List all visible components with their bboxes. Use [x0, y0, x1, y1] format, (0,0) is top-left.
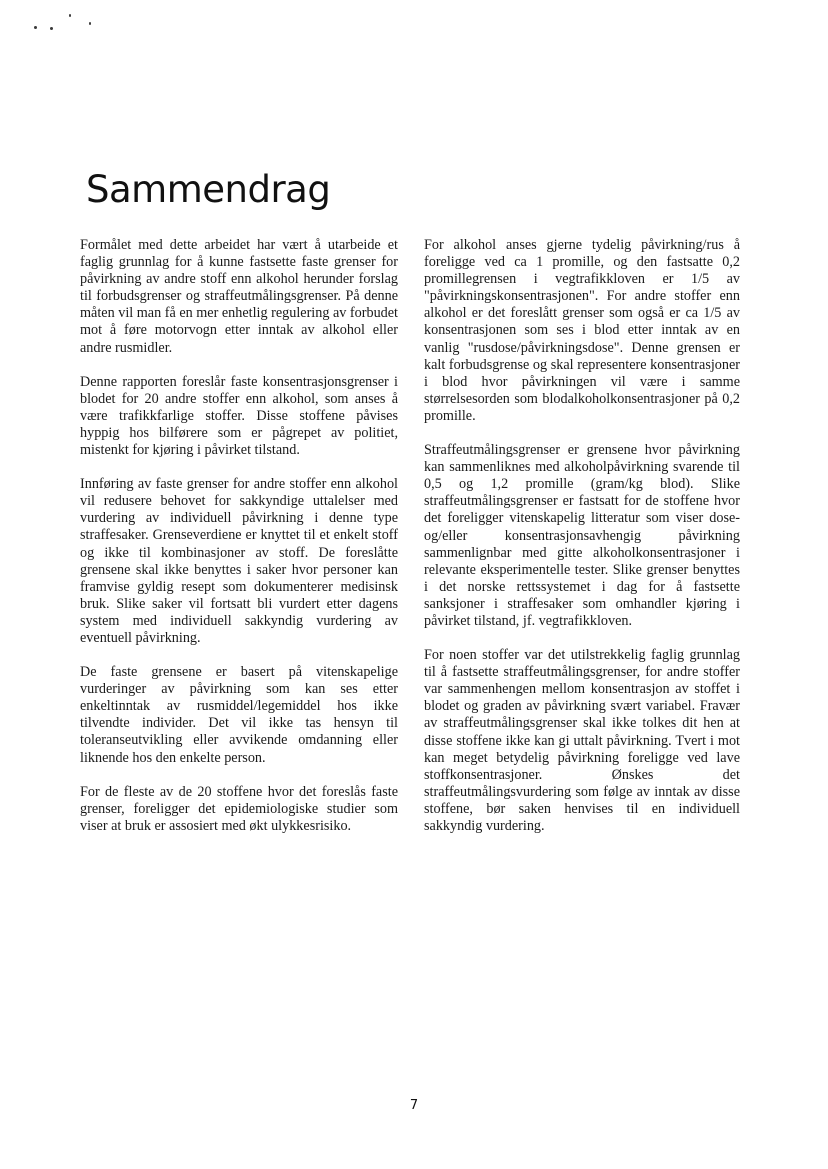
page-title: Sammendrag	[86, 168, 331, 211]
paragraph: Denne rapporten foreslår faste konsentrasjonsgrenser i blodet for 20 andre stoffer enn alkohol, som anses å være trafikkfarlige stoffer. Disse stoffene påvises hyppig hos bilførere som er pågrepet av politiet, mistenkt for kjøring i påvirket tilstand.	[80, 373, 398, 459]
paragraph: For noen stoffer var det utilstrekkelig faglig grunnlag til å fastsette straffeutmålingsgrenser, for andre stoffer var sammenhengen mellom konsentrasjon av stoffet i blodet og graden av påvirkning svært variabel. Fravær av straffeutmålingsgrenser skal ikke tolkes dit hen at disse stoffene ikke kan gi uttalt påvirkning. Tvert i mot kan meget betydelig påvirkning foreligge ved lave stoffkonsentrasjoner. Ønskes det straffeutmålingsvurdering som følge av inntak av disse stoffene, bør saken henvises til en individuell sakkyndig vurdering.	[424, 647, 740, 834]
scan-speck	[34, 26, 37, 29]
paragraph: Straffeutmålingsgrenser er grensene hvor påvirkning kan sammenliknes med alkoholpåvirkning svarende til 0,5 og 1,2 promille (gram/kg blod). Slike straffeutmålingsgrenser er fastsatt for de stoffene hvor det foreligger vitenskapelig litteratur som viser dose- og/eller konsentrasjonsavhengig påvirkning sammenlignbar med gitte alkoholkonsentrasjoner i relevante eksperimentelle tester. Slike grenser benyttes i det norske rettssystemet i dag for å fastsette sanksjoner i straffesaker som omhandler kjøring i påvirket tilstand, jf. vegtrafikkloven.	[424, 442, 740, 629]
right-column	[424, 237, 740, 852]
scan-speck	[69, 14, 71, 17]
scan-speck	[89, 22, 91, 25]
left-column	[80, 237, 398, 852]
page-number: 7	[409, 1098, 419, 1113]
paragraph: Formålet med dette arbeidet har vært å utarbeide et faglig grunnlag for å kunne fastsette faste grenser for påvirkning av andre stoff enn alkohol herunder forslag til forbudsgrenser og straffeutmålingsgrenser. På denne måten vil man få en mer enhetlig regulering av forbudet mot å føre motorvogn etter inntak av alkohol eller andre rusmidler.	[80, 237, 398, 356]
paragraph: For alkohol anses gjerne tydelig påvirkning/rus å foreligge ved ca 1 promille, og den fastsatte 0,2 promillegrensen i vegtrafikkloven er 1/5 av "påvirkningskonsentrasjonen". For andre stoffer enn alkohol er det foreslått grenser som også er ca 1/5 av konsentrasjonen som ses i blod etter inntak av en vanlig "rusdose/påvirkningsdose". Denne grensen er kalt forbudsgrense og skal representere konsentrasjoner i blod hvor påvirkningen vil være i samme størrelsesorden som blodalkoholkonsentrasjoner på 0,2 promille.	[424, 237, 740, 424]
scan-speck	[50, 27, 53, 30]
paragraph: For de fleste av de 20 stoffene hvor det foreslås faste grenser, foreligger det epidemiologiske studier som viser at bruk er assosiert med økt ulykkesrisiko.	[80, 783, 398, 834]
paragraph: De faste grensene er basert på vitenskapelige vurderinger av påvirkning som kan ses etter enkeltinntak av rusmiddel/legemiddel hos ikke tilvendte individer. Det vil ikke tas hensyn til toleranseutvikling eller avvikende omdanning eller liknende hos den enkelte person.	[80, 664, 398, 766]
paragraph: Innføring av faste grenser for andre stoffer enn alkohol vil redusere behovet for sakkyndige uttalelser med vurdering av individuell påvirkning i denne type straffesaker. Grenseverdiene er knyttet til et enkelt stoff og ikke til kombinasjoner av stoff. De foreslåtte grensene skal ikke benyttes i saker hvor personer kan framvise gyldig resept som dokumenterer medisinsk bruk. Slike saker vil fortsatt bli vurdert etter dagens system med individuell sakkyndig vurdering av eventuell påvirkning.	[80, 476, 398, 646]
